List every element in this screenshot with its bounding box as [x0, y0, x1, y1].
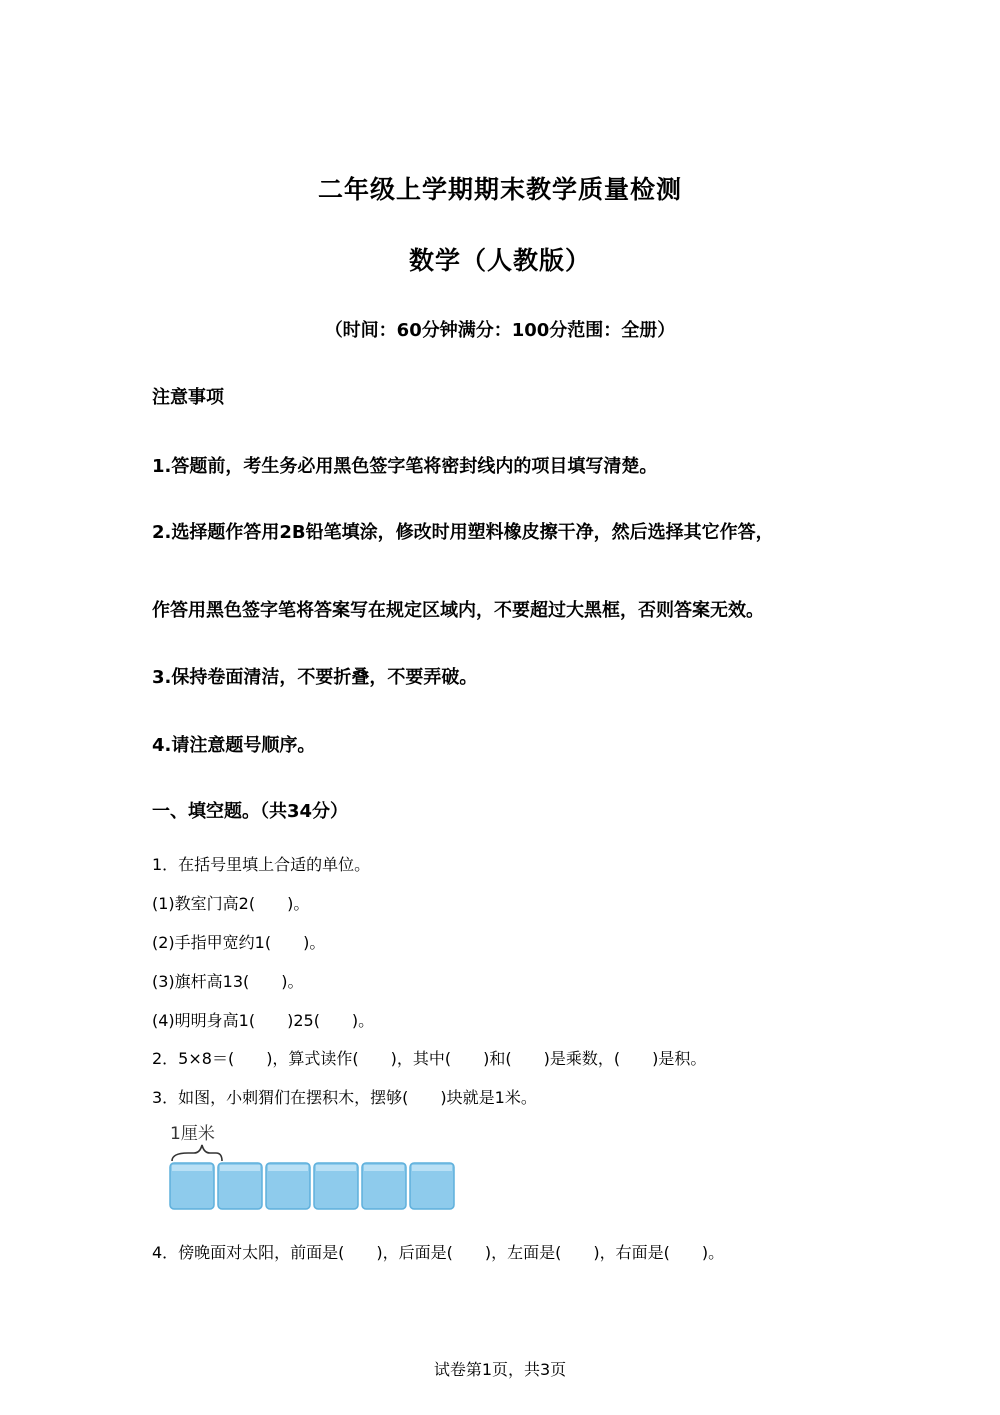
page-footer: 试卷第1页，共3页 [433, 1360, 567, 1379]
block-highlight-4 [316, 1165, 356, 1171]
block-highlight-2 [220, 1165, 260, 1171]
block-highlight-1 [172, 1165, 212, 1171]
notes-heading: 注意事项 [152, 387, 224, 408]
note-item-2-continued: 作答用黑色签字笔将答案写在规定区域内，不要超过大黑框，否则答案无效。 [152, 600, 764, 621]
exam-title: 二年级上学期期末教学质量检测 [317, 175, 682, 204]
question-1-part-3: (3)旗杆高13( )。 [152, 972, 304, 991]
question-1-part-4: (4)明明身高1( )25( )。 [152, 1011, 375, 1030]
brace-mark [172, 1145, 222, 1161]
note-item-3: 3.保持卷面清洁，不要折叠，不要弄破。 [152, 667, 478, 688]
block-highlight-6 [412, 1165, 452, 1171]
question-4: 4．傍晚面对太阳，前面是( )，后面是( )，左面是( )，右面是( )。 [152, 1243, 725, 1262]
section-heading: 一、填空题。（共34分） [152, 801, 349, 822]
note-item-1: 1.答题前，考生务必用黑色签字笔将密封线内的项目填写清楚。 [152, 456, 658, 477]
note-item-4: 4.请注意题号顺序。 [152, 735, 316, 756]
blocks-figure [166, 1121, 460, 1215]
question-2: 2．5×8＝( )，算式读作( )，其中( )和( )是乘数，( )是积。 [152, 1049, 707, 1068]
blocks-group [170, 1163, 454, 1209]
note-item-2: 2.选择题作答用2B铅笔填涂，修改时用塑料橡皮擦干净，然后选择其它作答， [152, 522, 774, 543]
block-highlight-5 [364, 1165, 404, 1171]
exam-meta: （时间：60分钟满分：100分范围：全册） [324, 320, 676, 341]
question-1: 1．在括号里填上合适的单位。 [152, 855, 371, 874]
question-1-part-1: (1)教室门高2( )。 [152, 894, 310, 913]
blocks-svg [166, 1121, 460, 1215]
block-highlight-3 [268, 1165, 308, 1171]
question-1-part-2: (2)手指甲宽约1( )。 [152, 933, 326, 952]
figure-label: 1厘米 [170, 1124, 215, 1144]
question-3: 3．如图，小刺猬们在摆积木，摆够( )块就是1米。 [152, 1088, 537, 1107]
exam-subtitle: 数学（人教版） [408, 246, 591, 275]
